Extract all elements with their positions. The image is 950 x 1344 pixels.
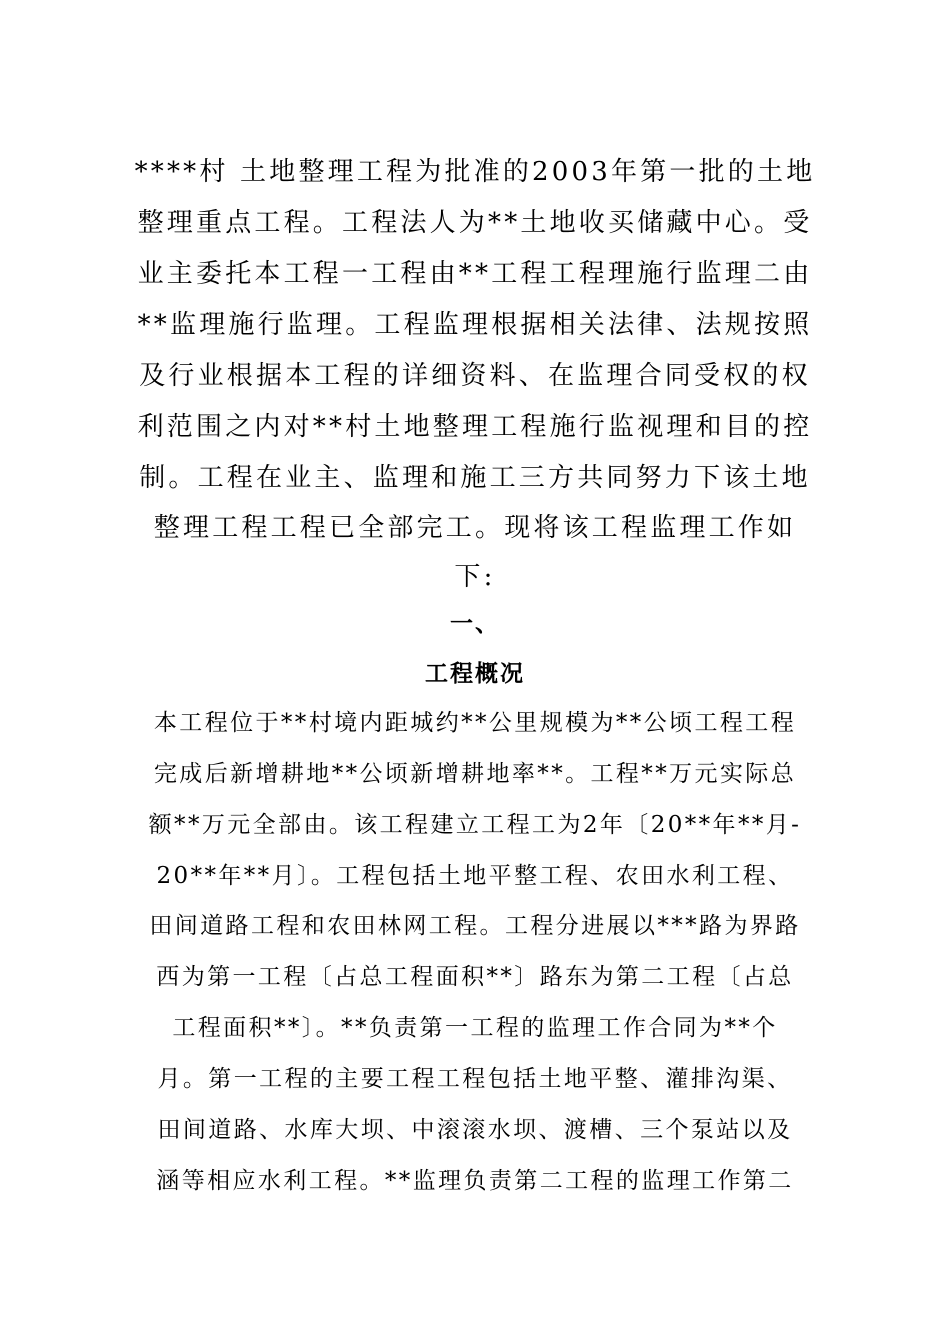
overview-line: 田间道路、水库大坝、中滚滚水坝、渡槽、三个泵站以及 xyxy=(157,1117,793,1143)
section-number: 一、 xyxy=(450,611,500,637)
section-title: 工程概况 xyxy=(425,661,525,687)
intro-line: 整理重点工程。工程法人为**土地收买储藏中心。受 xyxy=(137,208,813,238)
overview-line: 完成后新增耕地**公顷新增耕地率**。工程**万元实际总 xyxy=(153,761,797,787)
intro-line: 下: xyxy=(454,562,496,592)
overview-line: 20**年**月〕。工程包括土地平整工程、农田水利工程、 xyxy=(156,863,794,889)
overview-line: 涵等相应水利工程。**监理负责第二工程的监理工作第二 xyxy=(156,1168,794,1194)
intro-line: 业主委托本工程一工程由**工程工程理施行监理二由 xyxy=(137,259,813,289)
intro-line: 利范围之内对**村土地整理工程施行监视理和目的控 xyxy=(137,412,813,442)
overview-line: 本工程位于**村境内距城约**公里规模为**公顷工程工程 xyxy=(153,710,797,736)
intro-line: 整理工程工程已全部完工。现将该工程监理工作如 xyxy=(153,513,797,543)
intro-line: 及行业根据本工程的详细资料、在监理合同受权的权 xyxy=(139,361,811,391)
intro-line: **监理施行监理。工程监理根据相关法律、法规按照 xyxy=(137,310,813,340)
overview-line: 工程面积**〕。**负责第一工程的监理工作合同为**个 xyxy=(172,1015,778,1041)
overview-line: 额**万元全部由。该工程建立工程工为2年〔20**年**月- xyxy=(148,812,802,838)
intro-line: ****村 土地整理工程为批准的2003年第一批的土地 xyxy=(134,157,816,187)
overview-line: 月。第一工程的主要工程工程包括土地平整、灌排沟渠、 xyxy=(157,1066,793,1092)
overview-line: 西为第一工程〔占总工程面积**〕路东为第二工程〔占总 xyxy=(156,964,794,990)
overview-line: 田间道路工程和农田林网工程。工程分进展以***路为界路 xyxy=(149,913,801,939)
intro-line: 制。工程在业主、监理和施工三方共同努力下该土地 xyxy=(139,463,811,493)
